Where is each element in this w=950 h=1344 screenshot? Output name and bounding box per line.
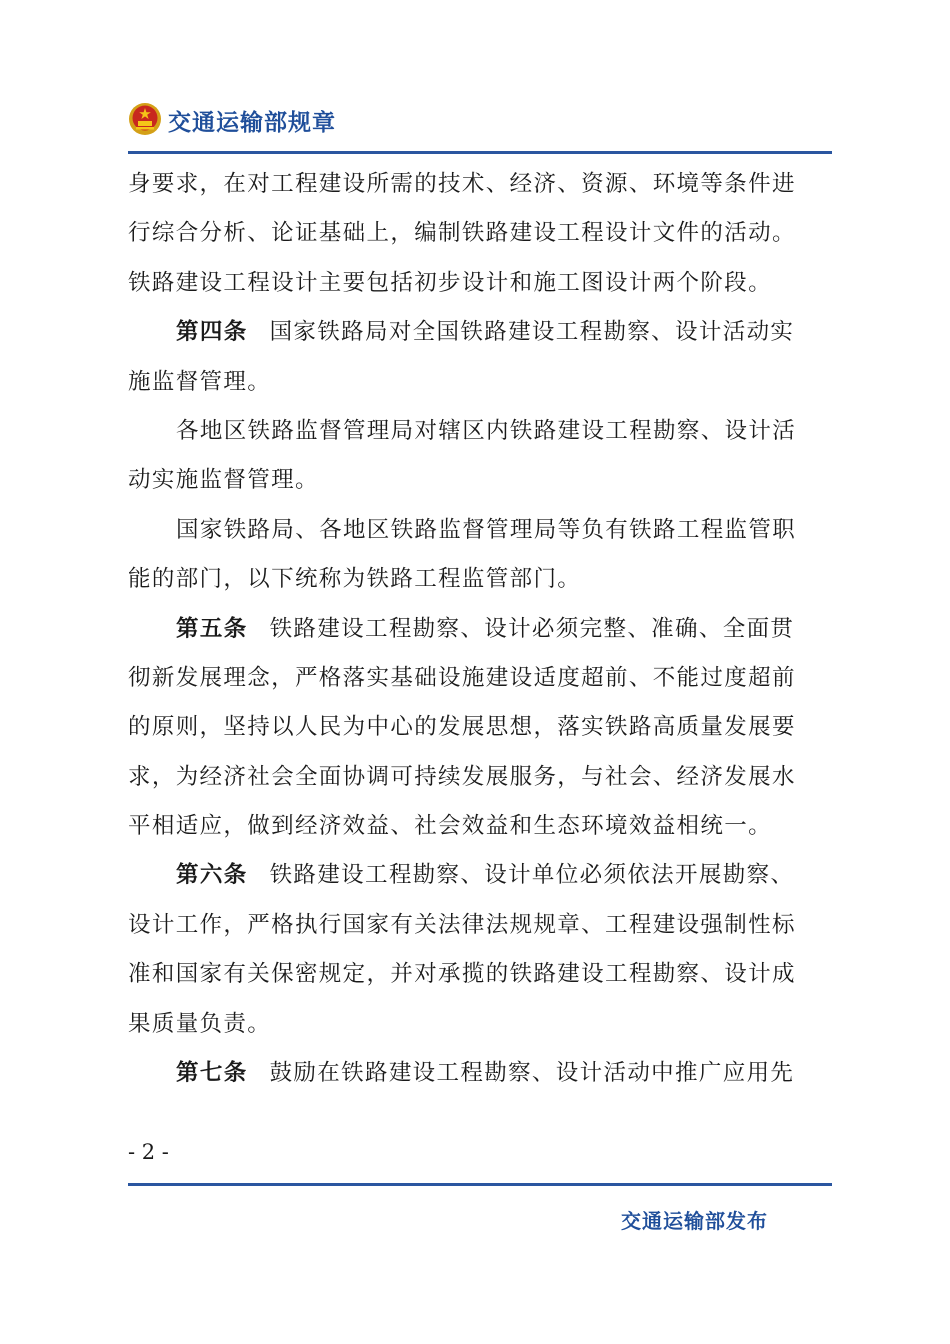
text-line [128, 555, 832, 604]
line-text: 行综合分析、论证基础上，编制铁路建设工程设计文件的活动。 [128, 220, 796, 247]
line-text: 平相适应，做到经济效益、社会效益和生态环境效益相统一。 [128, 813, 772, 840]
line-text: 身要求，在对工程建设所需的技术、经济、资源、环境等条件进 [128, 171, 796, 197]
line-text: 国家铁路局、各地区铁路监督管理局等负有铁路工程监管职 [176, 516, 797, 543]
article-line [128, 1049, 832, 1098]
footer-divider [128, 1183, 832, 1186]
line-text: 能的部门，以下统称为铁路工程监管部门。 [128, 566, 582, 593]
line-text: 各地区铁路监督管理局对辖区内铁路建设工程勘察、设计活 [176, 417, 797, 444]
text-line [128, 506, 832, 555]
article-number: 第五条 [176, 615, 248, 642]
article-line [128, 605, 832, 654]
text-line [128, 259, 832, 308]
article-line [128, 308, 832, 357]
article-number: 第六条 [176, 862, 248, 889]
article-line [128, 851, 832, 900]
text-line [128, 209, 832, 258]
article-number: 第四条 [176, 319, 248, 346]
line-text: 果质量负责。 [128, 1010, 272, 1037]
text-line [128, 358, 832, 407]
document-body [128, 160, 832, 1098]
line-text: 铁路建设工程设计主要包括初步设计和施工图设计两个阶段。 [128, 269, 772, 296]
text-line [128, 901, 832, 950]
line-text: 铁路建设工程勘察、设计必须完整、准确、全面贯 [269, 615, 795, 642]
line-text: 动实施监督管理。 [128, 467, 319, 494]
text-line [128, 753, 832, 802]
article-number: 第七条 [176, 1060, 248, 1087]
line-text: 施监督管理。 [128, 368, 272, 395]
line-text: 国家铁路局对全国铁路建设工程勘察、设计活动实 [269, 319, 795, 346]
header-divider [128, 151, 832, 154]
line-text: 的原则，坚持以人民为中心的发展思想，落实铁路高质量发展要 [128, 714, 796, 741]
footer-publisher: 交通运输部发布 [621, 1209, 768, 1233]
line-text: 求，为经济社会全面协调可持续发展服务，与社会、经济发展水 [128, 763, 796, 790]
line-text: 鼓励在铁路建设工程勘察、设计活动中推广应用先 [269, 1060, 795, 1087]
line-text: 设计工作，严格执行国家有关法律法规规章、工程建设强制性标 [128, 911, 796, 938]
page-number: - 2 - [128, 1140, 169, 1164]
text-line [128, 654, 832, 703]
text-line [128, 802, 832, 851]
text-line [128, 407, 832, 456]
line-text: 彻新发展理念，严格落实基础设施建设适度超前、不能过度超前 [128, 664, 796, 691]
line-text: 准和国家有关保密规定，并对承揽的铁路建设工程勘察、设计成 [128, 961, 796, 988]
text-line [128, 456, 832, 505]
national-emblem-icon [128, 102, 162, 136]
page-header [128, 100, 832, 148]
text-line [128, 703, 832, 752]
text-line [128, 1000, 832, 1049]
text-line [128, 160, 832, 209]
header-title: 交通运输部规章 [168, 110, 336, 136]
text-line [128, 950, 832, 999]
line-text: 铁路建设工程勘察、设计单位必须依法开展勘察、 [269, 862, 795, 889]
